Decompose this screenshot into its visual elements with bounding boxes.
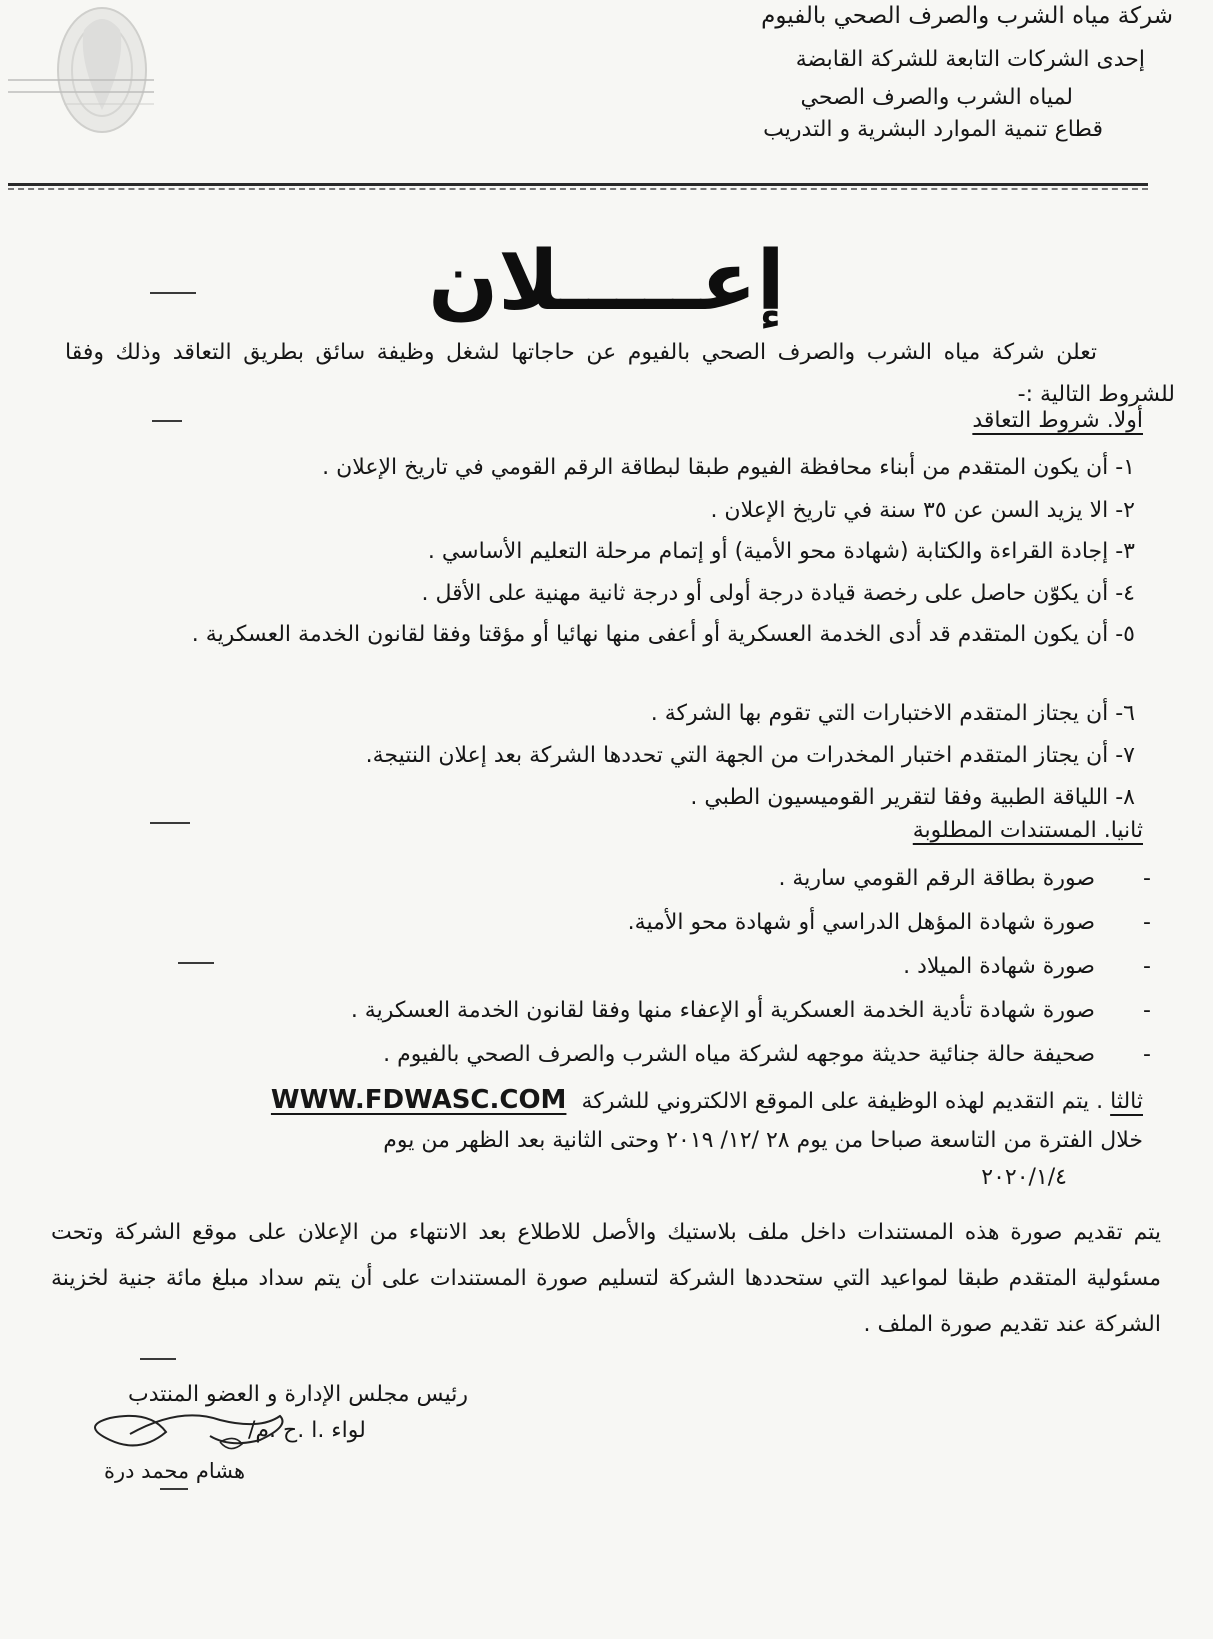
condition-item: ٢- الا يزيد السن عن ٣٥ سنة في تاريخ الإعلان . bbox=[710, 498, 1135, 523]
submission-paragraph: يتم تقديم صورة هذه المستندات داخل ملف بلاستيك والأصل للاطلاع بعد الانتهاء من الإعلان على موقع الشركة وتحت مسئولية المتقدم طبقا لمواعيد التي ستحددها الشركة لتسليم صورة المستندات على أن يتم سداد مبلغ مائة جنية لخزينة الشركة عند تقديم صورة الملف . bbox=[51, 1220, 1161, 1337]
condition-item: ٣- إجادة القراءة والكتابة (شهادة محو الأمية) أو إتمام مرحلة التعليم الأساسي . bbox=[427, 539, 1135, 564]
intro-paragraph: تعلن شركة مياه الشرب والصرف الصحي بالفيوم عن حاجاتها لشغل وظيفة سائق بطريق التعاقد وذلك وفقا للشروط التالية :- bbox=[65, 340, 1175, 407]
document-item bbox=[115, 1038, 1151, 1072]
condition-item: ٤- أن يكوّن حاصل على رخصة قيادة درجة أولى أو درجة ثانية مهنية على الأقل . bbox=[421, 581, 1135, 606]
document-text: صورة بطاقة الرقم القومي سارية . bbox=[778, 866, 1095, 891]
stray-mark bbox=[150, 292, 196, 294]
bullet-dash: - bbox=[1143, 910, 1151, 935]
header-holding: لمياه الشرب والصرف الصحي bbox=[800, 85, 1073, 110]
document-text: صورة شهادة المؤهل الدراسي أو شهادة محو الأمية. bbox=[627, 910, 1095, 935]
condition-item: ١- أن يكون المتقدم من أبناء محافظة الفيوم طبقا لبطاقة الرقم القومي في تاريخ الإعلان . bbox=[322, 455, 1135, 480]
header-divider bbox=[8, 183, 1148, 186]
stray-mark bbox=[152, 420, 182, 422]
stray-mark bbox=[178, 962, 214, 964]
document-text: صحيفة حالة جنائية حديثة موجهه لشركة مياه الشرب والصرف الصحي بالفيوم . bbox=[383, 1042, 1095, 1067]
application-deadline: ٢٠٢٠/١/٤ bbox=[981, 1165, 1067, 1190]
section-application-label: ثالثا bbox=[1110, 1089, 1143, 1114]
condition-item: ٧- أن يجتاز المتقدم اختبار المخدرات من الجهة التي تحددها الشركة بعد إعلان النتيجة. bbox=[365, 743, 1135, 768]
stray-mark bbox=[140, 1358, 176, 1360]
document-item bbox=[115, 994, 1151, 1028]
signatory-title: رئيس مجلس الإدارة و العضو المنتدب bbox=[127, 1382, 468, 1407]
document-item bbox=[115, 950, 1151, 984]
bullet-dash: - bbox=[1143, 1042, 1151, 1067]
header-company-name: شركة مياه الشرب والصرف الصحي بالفيوم bbox=[761, 3, 1173, 29]
signatory-name: هشام محمد درة bbox=[104, 1459, 246, 1483]
application-text: يتم التقديم لهذه الوظيفة على الموقع الالكتروني للشركة bbox=[581, 1089, 1090, 1114]
signatory-rank: لواء .ا .ح .م/ bbox=[248, 1418, 366, 1443]
stray-mark bbox=[150, 822, 190, 824]
condition-item: ٦- أن يجتاز المتقدم الاختبارات التي تقوم بها الشركة . bbox=[650, 701, 1135, 726]
company-logo bbox=[4, 0, 156, 140]
condition-item: ٥- أن يكون المتقدم قد أدى الخدمة العسكرية أو أعفى منها نهائيا أو مؤقتا وفقا لقانون الخدمة العسكرية . bbox=[191, 622, 1135, 647]
header-sector: قطاع تنمية الموارد البشرية و التدريب bbox=[763, 117, 1103, 142]
condition-item: ٨- اللياقة الطبية وفقا لتقرير القوميسيون الطبي . bbox=[690, 785, 1135, 810]
section-conditions-heading: أولا. شروط التعاقد bbox=[972, 408, 1143, 433]
document-text: صورة شهادة الميلاد . bbox=[903, 954, 1095, 979]
section-application: ثالثا . يتم التقديم لهذه الوظيفة على الموقع الالكتروني للشركة WWW.FDWASC.COM bbox=[103, 1082, 1143, 1120]
header-subsidiary: إحدى الشركات التابعة للشركة القابضة bbox=[795, 47, 1145, 72]
header-divider-dashed bbox=[8, 188, 1148, 190]
section-documents-heading: ثانيا. المستندات المطلوبة bbox=[912, 818, 1143, 843]
announcement-title: إعـــــلان bbox=[428, 234, 785, 329]
bullet-dash: - bbox=[1143, 954, 1151, 979]
document-item bbox=[115, 862, 1151, 896]
bullet-dash: - bbox=[1143, 998, 1151, 1023]
document-item bbox=[115, 906, 1151, 940]
stray-mark bbox=[160, 1488, 188, 1490]
application-period: خلال الفترة من التاسعة صباحا من يوم ٢٨ /١٢/ ٢٠١٩ وحتى الثانية بعد الظهر من يوم bbox=[383, 1128, 1143, 1153]
website-link[interactable]: WWW.FDWASC.COM bbox=[270, 1085, 567, 1115]
bullet-dash: - bbox=[1143, 866, 1151, 891]
document-text: صورة شهادة تأدية الخدمة العسكرية أو الإعفاء منها وفقا لقانون الخدمة العسكرية . bbox=[350, 998, 1095, 1023]
